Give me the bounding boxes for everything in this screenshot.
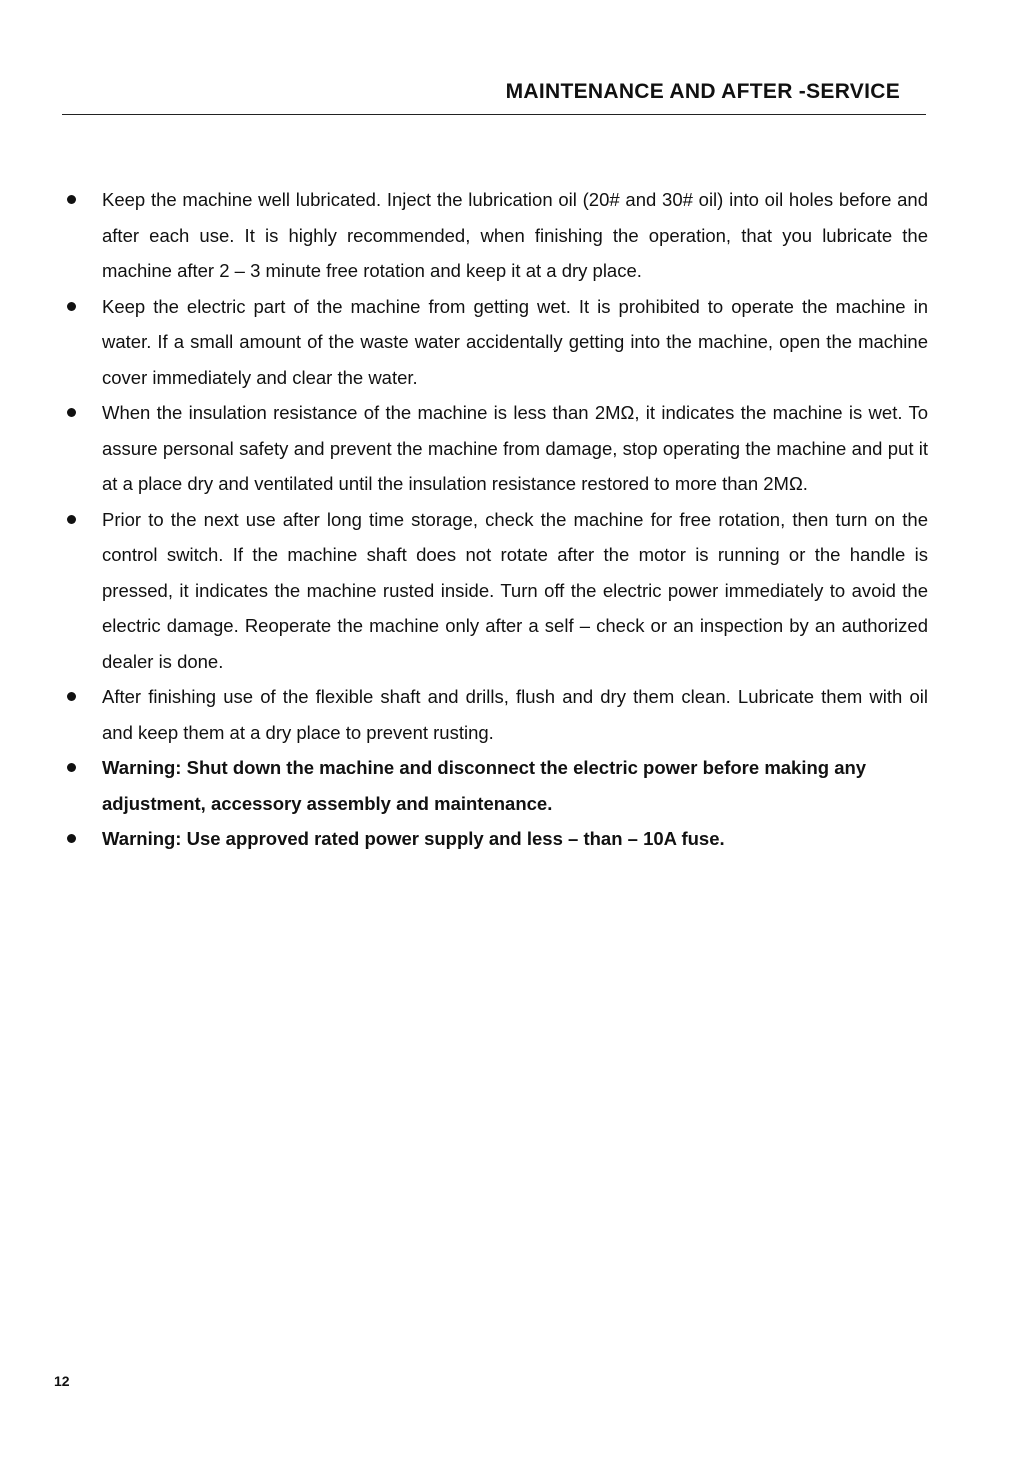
warning-text: Warning: Use approved rated power supply and less – than – 10A fuse.: [102, 828, 725, 849]
list-item-text: Keep the electric part of the machine from getting wet. It is prohibited to operate the machine in water. If a small amount of the waste water accidentally getting into the machine, open the machine cover immediately and clear the water.: [102, 295, 928, 388]
bullet-icon: [67, 408, 76, 417]
list-item: [62, 395, 928, 502]
list-item: [62, 679, 928, 750]
maintenance-list: [62, 182, 928, 857]
warning-item: [62, 750, 928, 821]
warning-text: Warning: Shut down the machine and disconnect the electric power before making any adjustment, accessory assembly and maintenance.: [102, 757, 867, 814]
bullet-icon: [67, 763, 76, 772]
list-item-text: Prior to the next use after long time storage, check the machine for free rotation, then turn on the control switch. If the machine shaft does not rotate after the motor is running or the handle is pressed, it indicates the machine rusted inside. Turn off the electric power immediately to avoid the electric damage. Reoperate the machine only after a self – check or an inspection by an authorized dealer is done.: [102, 508, 928, 672]
list-item: [62, 289, 928, 396]
bullet-icon: [67, 515, 76, 524]
header-divider: [62, 114, 926, 115]
bullet-icon: [67, 302, 76, 311]
page-number: 12: [54, 1373, 70, 1389]
list-item: [62, 502, 928, 680]
list-item-text: Keep the machine well lubricated. Inject the lubrication oil (20# and 30# oil) into oil holes before and after each use. It is highly recommended, when finishing the operation, that you lubricate the machine after 2 – 3 minute free rotation and keep it at a dry place.: [102, 189, 928, 281]
bullet-icon: [67, 692, 76, 701]
list-item: [62, 182, 928, 289]
page-title: MAINTENANCE AND AFTER -SERVICE: [505, 80, 900, 103]
warning-item: [62, 821, 928, 857]
list-item-text: When the insulation resistance of the machine is less than 2MΩ, it indicates the machine is wet. To assure personal safety and prevent the machine from damage, stop operating the machine and put it at a place dry and ventilated until the insulation resistance restored to more than 2MΩ.: [102, 402, 928, 494]
bullet-icon: [67, 834, 76, 843]
bullet-icon: [67, 195, 76, 204]
list-item-text: After finishing use of the flexible shaft and drills, flush and dry them clean. Lubricate them with oil and keep them at a dry place to prevent rusting.: [102, 686, 928, 743]
